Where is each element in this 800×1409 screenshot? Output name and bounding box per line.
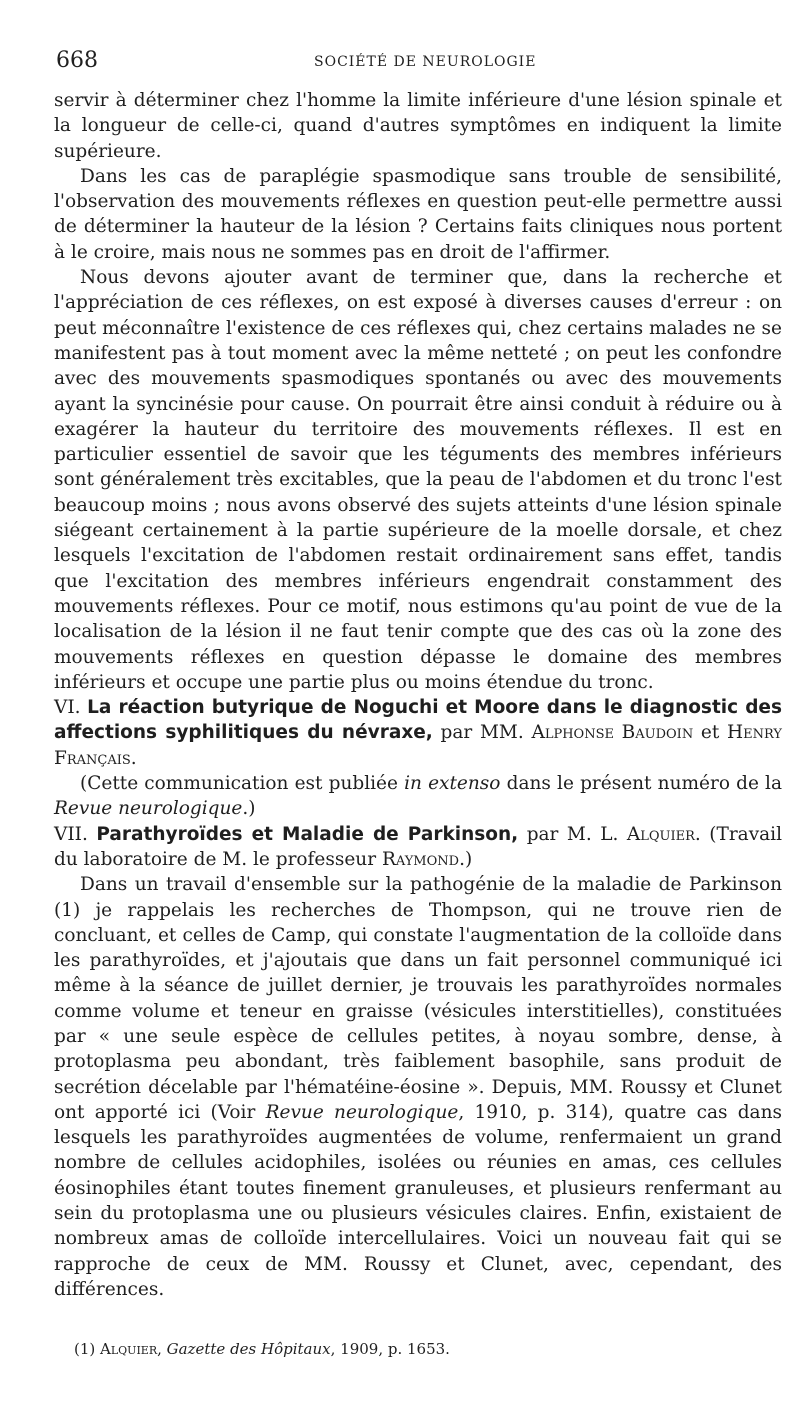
- author-name: Alquier: [626, 823, 695, 845]
- professor-name: Raymond: [381, 848, 460, 870]
- page-header: [56, 48, 780, 78]
- footnote-journal: Gazette des Hôpitaux: [166, 1340, 331, 1358]
- journal-title: Revue neurologique: [54, 798, 243, 820]
- byline: par M. L.: [526, 823, 619, 845]
- author-name: Henry Français: [54, 722, 782, 769]
- section-numeral: VI.: [54, 697, 81, 719]
- body-text: [54, 88, 782, 1302]
- section-6-heading: VI. La réaction butyrique de Noguchi et Moore dans le diagnostic des affections syphilitiques du névraxe, par MM. Alphonse Baudoin et Henry Français.: [54, 697, 782, 769]
- byline: par MM.: [440, 722, 524, 744]
- author-name: Alphonse Baudoin: [531, 722, 694, 744]
- paragraph: Dans les cas de paraplégie spasmodique sans trouble de sensibilité, l'observation des mouvements réflexes en question peut-elle permettre aussi de déterminer la hauteur de la lésion ? Certains faits cliniques nous portent à le croire, mais nous ne sommes pas en droit de l'affirmer.: [54, 165, 782, 263]
- footnote: (1) Alquier, Gazette des Hôpitaux, 1909, p. 1653.: [74, 1340, 450, 1358]
- footnote-author: Alquier: [100, 1340, 158, 1358]
- paragraph: Nous devons ajouter avant de terminer que, dans la recherche et l'appréciation de ces réflexes, on est exposé à diverses causes d'erreur : on peut méconnaître l'existence de ces réflexes qui, chez certains malades ne se manifestent pas à tout moment avec la même netteté ; on peut les confondre avec des mouvements spasmodiques spontanés ou avec des mouvements ayant la syncinésie pour cause. On pourrait être ainsi conduit à réduire ou à exagérer la hauteur du territoire des mouvements réflexes. Il est en particulier essentiel de savoir que les téguments des membres inférieurs sont généralement très excitables, que la peau de l'abdomen et du tronc l'est beaucoup moins ; nous avons observé des sujets atteints d'une lésion spinale siégeant certainement à la partie supérieure de la moelle dorsale, et chez lesquels l'excitation de l'abdomen restait ordinairement sans effet, tandis que l'excitation des membres inférieurs engendrait constamment des mouvements réflexes. Pour ce motif, nous estimons qu'au point de vue de la localisation de la lésion il ne faut tenir compte que des cas où la zone des mouvements réflexes en question dépasse le domaine des membres inférieurs et occupe une partie plus ou moins étendue du tronc.: [54, 267, 782, 693]
- journal-title: Revue neurologique: [265, 1101, 459, 1123]
- paragraph: servir à déterminer chez l'homme la limite inférieure d'une lésion spinale et la longueur de celle-ci, quand d'autres symptômes en indiquent la limite supérieure.: [54, 90, 782, 162]
- footnote-marker: (1): [74, 1340, 96, 1358]
- conjunction: et: [700, 722, 720, 744]
- paragraph: Dans un travail d'ensemble sur la pathogénie de la maladie de Parkinson (1) je rappelais les recherches de Thompson, qui ne trouve rien de concluant, et celles de Camp, qui constate l'augmentation de la colloïde dans les parathyroïdes, et j'ajoutais que dans un fait personnel communiqué ici même à la séance de juillet dernier, je trouvais les parathyroïdes normales comme volume et teneur en graisse (vésicules interstitielles), constituées par « une seule espèce de cellules petites, à noyau sombre, dense, à protoplasma peu abondant, très faiblement basophile, sans produit de secrétion décelable par l'hématéine-éosine ». Depuis, MM. Roussy et Clunet ont apporté ici (Voir Revue neurologique, 1910, p. 314), quatre cas dans lesquels les parathyroïdes augmentées de volume, renfermaient un grand nombre de cellules acidophiles, isolées ou réunies en amas, ces cellules éosinophiles étant toutes finement granuleuses, et plusieurs renfermant au sein du protoplasma une ou plusieurs vésicules claires. Enfin, existaient de nombreux amas de colloïde intercellulaires. Voici un nouveau fait qui se rapproche de ceux de MM. Roussy et Clunet, avec, cependant, des différences.: [54, 874, 782, 1300]
- section-title: Parathyroïdes et Maladie de Parkinson,: [96, 823, 519, 845]
- section-numeral: VII.: [54, 823, 88, 845]
- section-7-heading: VII. Parathyroïdes et Maladie de Parkinson, par M. L. Alquier. (Travail du laboratoire de M. le professeur Raymond.): [54, 823, 783, 870]
- section-title: La réaction butyrique de Noguchi et Moore dans le diagnostic des affections syphilitiques du névraxe,: [54, 697, 782, 744]
- section-6-note: (Cette communication est publiée in extenso dans le présent numéro de la Revue neurologique.): [54, 773, 783, 820]
- running-title: SOCIÉTÉ DE NEUROLOGIE: [314, 54, 537, 70]
- page-number: 668: [56, 48, 98, 73]
